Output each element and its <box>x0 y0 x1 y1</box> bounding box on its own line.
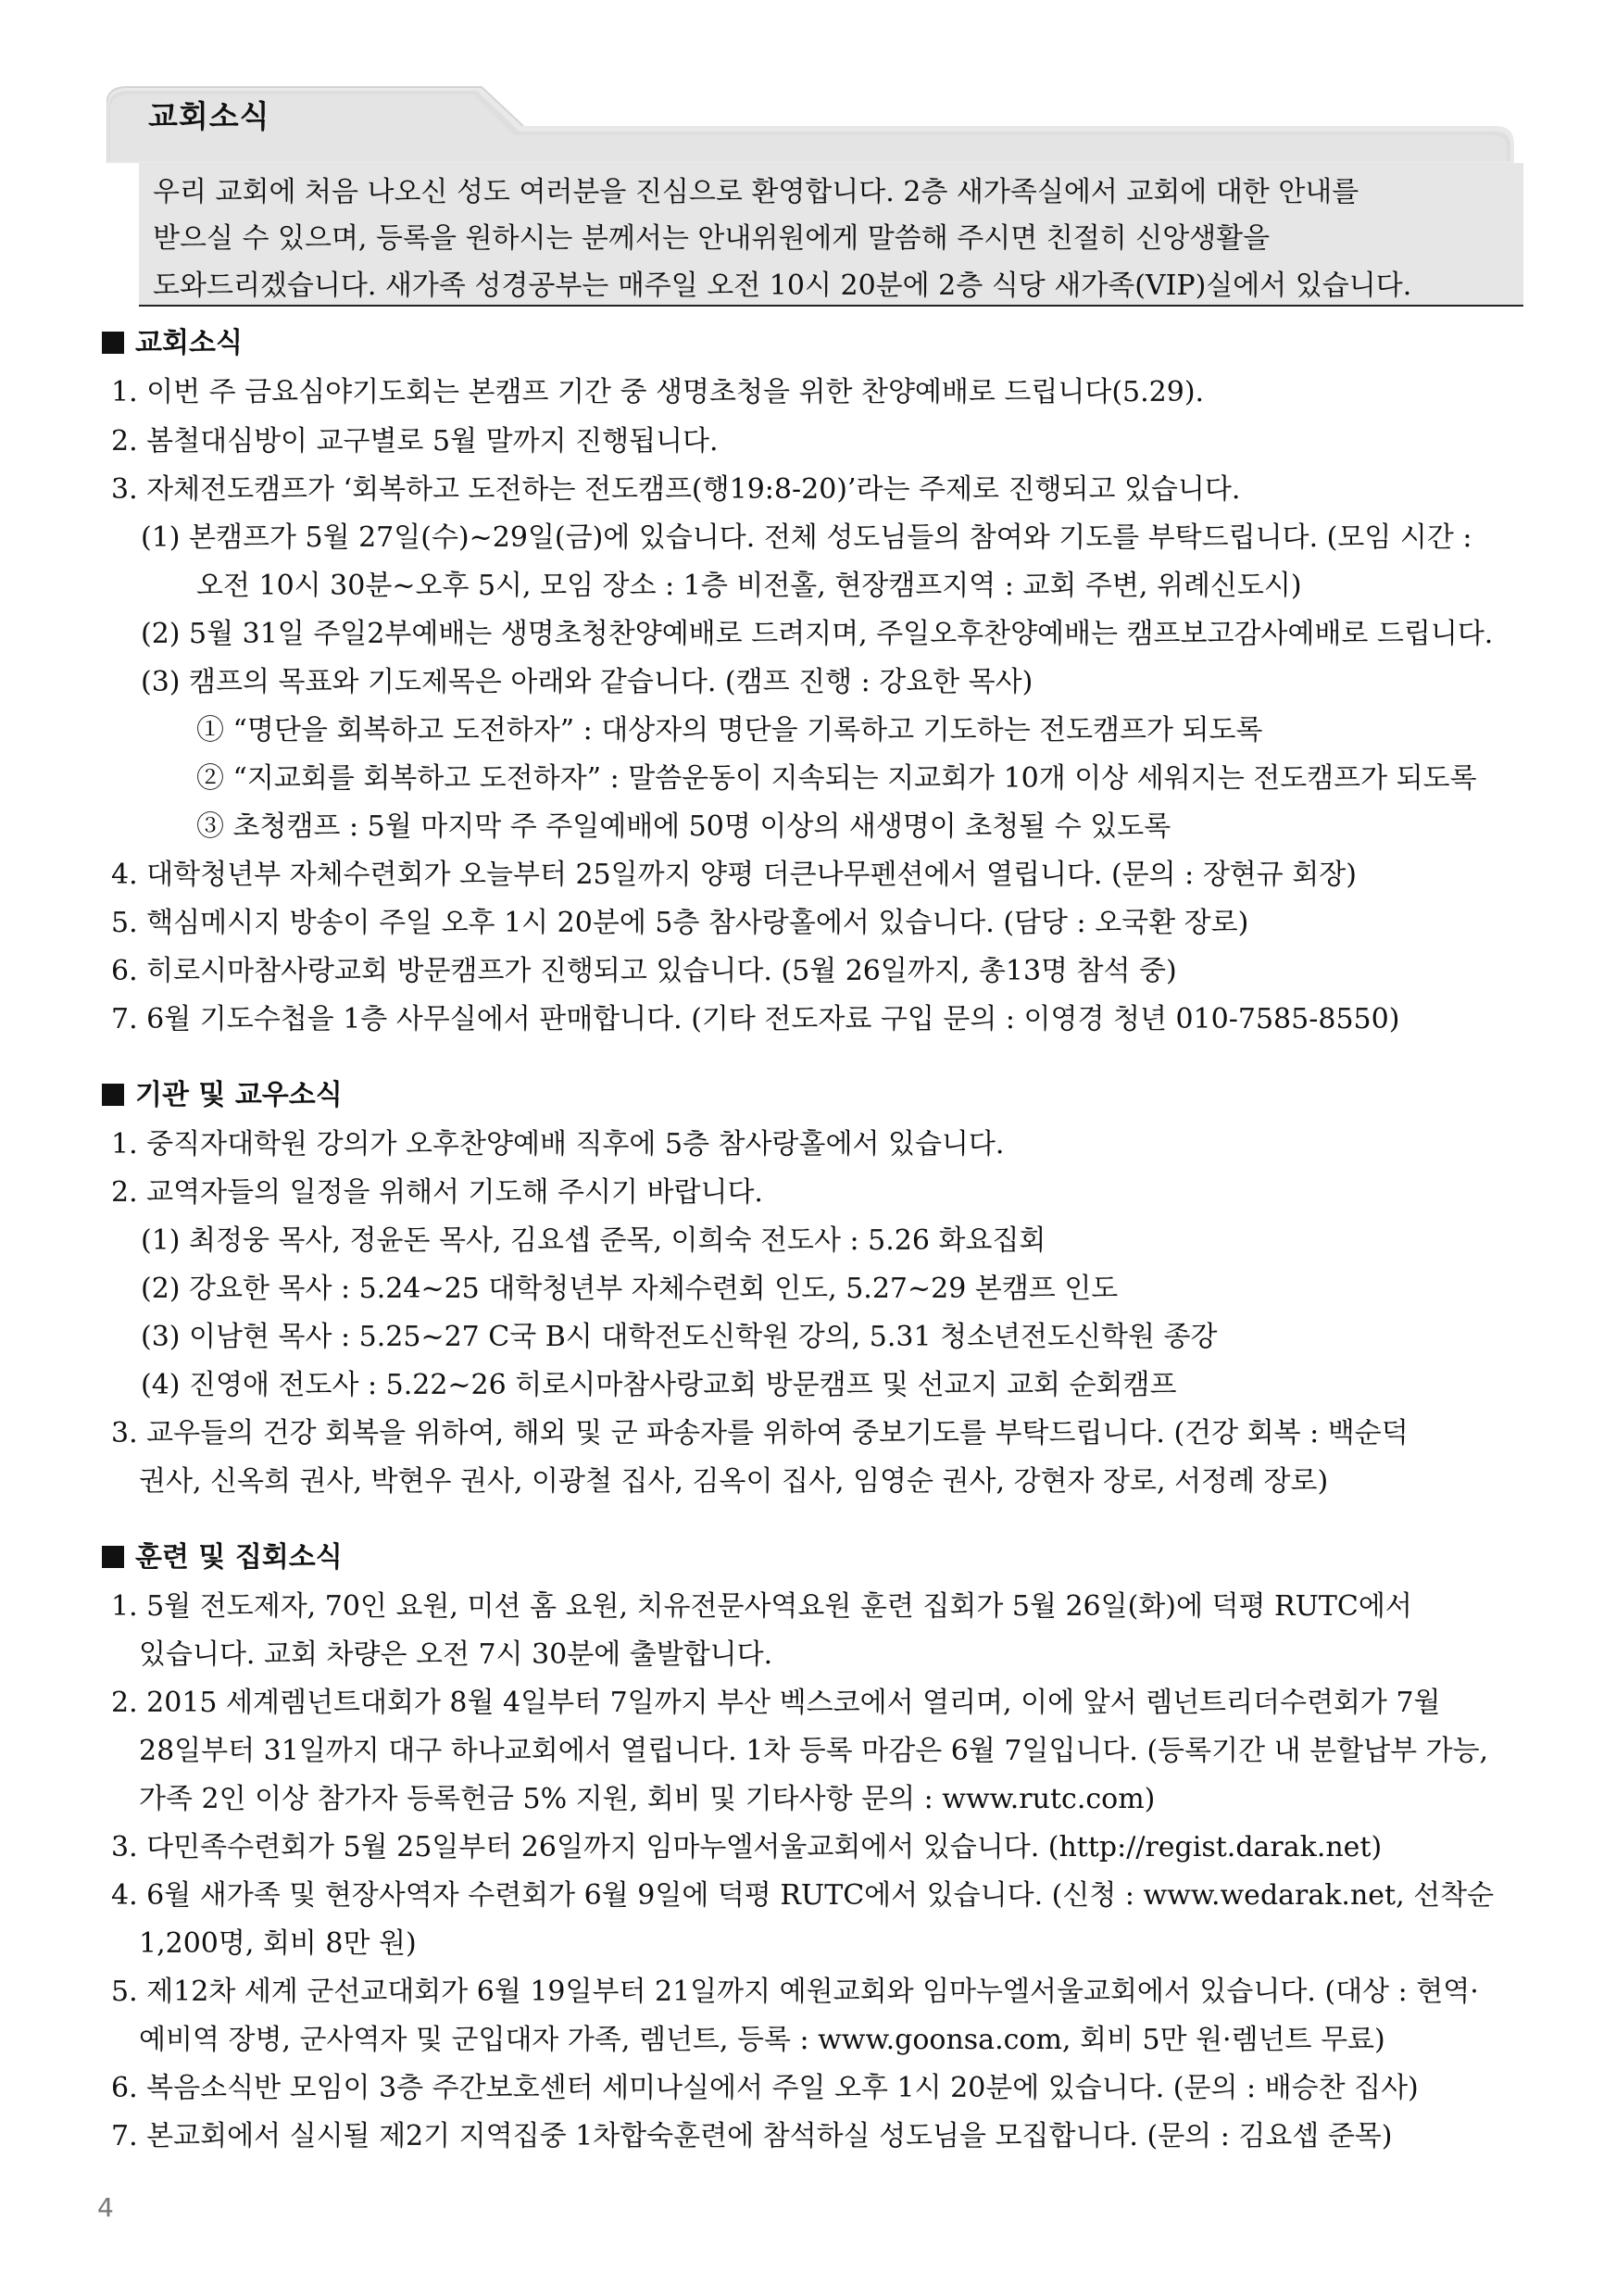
news-item: 6. 히로시마참사랑교회 방문캠프가 진행되고 있습니다. (5월 26일까지, 총13명 참석 중) <box>111 955 1177 987</box>
news-subitem: (1) 본캠프가 5월 27일(수)~29일(금)에 있습니다. 전체 성도님들의 참여와 기도를 부탁드립니다. (모임 시간 : <box>141 521 1472 554</box>
section-heading-label: 훈련 및 집회소식 <box>135 1541 343 1574</box>
news-item-continued: 예비역 장병, 군사역자 및 군입대자 가족, 렘넌트, 등록 : www.goonsa.com, 회비 5만 원·렘넌트 무료) <box>139 2024 1385 2056</box>
news-item-continued: 가족 2인 이상 참가자 등록헌금 5% 지원, 회비 및 기타사항 문의 : www.rutc.com) <box>139 1783 1156 1815</box>
news-item: 6. 복음소식반 모임이 3층 주간보호센터 세미나실에서 주일 오후 1시 20분에 있습니다. (문의 : 배승찬 집사) <box>111 2072 1419 2104</box>
news-item: 4. 6월 새가족 및 현장사역자 수련회가 6월 9일에 덕평 RUTC에서 있습니다. (신청 : www.wedarak.net, 선착순 <box>111 1879 1495 1912</box>
news-subsubitem: ① “명단을 회복하고 도전하자” : 대상자의 명단을 기록하고 기도하는 전도캠프가 되도록 <box>196 714 1263 747</box>
news-subsubitem: ② “지교회를 회복하고 도전하자” : 말씀운동이 지속되는 지교회가 10개 이상 세워지는 전도캠프가 되도록 <box>196 762 1477 795</box>
section-heading-church-news <box>102 320 243 360</box>
news-item: 1. 5월 전도제자, 70인 요원, 미션 홈 요원, 치유전문사역요원 훈련 집회가 5월 26일(화)에 덕평 RUTC에서 <box>111 1590 1412 1623</box>
news-item: 7. 6월 기도수첩을 1층 사무실에서 판매합니다. (기타 전도자료 구입 문의 : 이영경 청년 010-7585-8550) <box>111 1003 1400 1035</box>
news-item: 7. 본교회에서 실시될 제2기 지역집중 1차합숙훈련에 참석하실 성도님을 모집합니다. (문의 : 김요셉 준목) <box>111 2120 1393 2152</box>
news-item: 2. 2015 세계렘넌트대회가 8월 4일부터 7일까지 부산 벡스코에서 열리며, 이에 앞서 렘넌트리더수련회가 7월 <box>111 1687 1441 1719</box>
news-item: 2. 교역자들의 일정을 위해서 기도해 주시기 바랍니다. <box>111 1176 763 1209</box>
news-item-continued: 권사, 신옥희 권사, 박현우 권사, 이광철 집사, 김옥이 집사, 임영순 권사, 강현자 장로, 서정례 장로) <box>139 1465 1329 1498</box>
news-subitem-continued: 오전 10시 30분~오후 5시, 모임 장소 : 1층 비전홀, 현장캠프지역 : 교회 주변, 위례신도시) <box>196 570 1302 602</box>
news-item: 3. 다민족수련회가 5월 25일부터 26일까지 임마누엘서울교회에서 있습니다. (http://regist.darak.net) <box>111 1831 1383 1863</box>
section-heading-training-news <box>102 1534 343 1575</box>
news-item: 1. 중직자대학원 강의가 오후찬양예배 직후에 5층 참사랑홀에서 있습니다. <box>111 1128 1005 1161</box>
news-subitem: (3) 이남현 목사 : 5.25~27 C국 B시 대학전도신학원 강의, 5.31 청소년전도신학원 종강 <box>141 1321 1218 1353</box>
news-subsubitem: ③ 초청캠프 : 5월 마지막 주 주일예배에 50명 이상의 새생명이 초청될 수 있도록 <box>196 810 1171 843</box>
section-header-tab <box>106 83 1514 163</box>
header-tab-shape <box>106 83 1514 163</box>
news-subitem: (2) 5월 31일 주일2부예배는 생명초청찬양예배로 드려지며, 주일오후찬양예배는 캠프보고감사예배로 드립니다. <box>141 618 1494 650</box>
news-item: 1. 이번 주 금요심야기도회는 본캠프 기간 중 생명초청을 위한 찬양예배로 드립니다(5.29). <box>111 376 1205 408</box>
news-subitem: (3) 캠프의 목표와 기도제목은 아래와 같습니다. (캠프 진행 : 강요한 목사) <box>141 666 1033 698</box>
section-heading-members-news <box>102 1072 343 1112</box>
page-title: 교회소식 <box>148 98 270 134</box>
square-bullet-icon <box>102 332 124 354</box>
welcome-text-line: 도와드리겠습니다. 새가족 성경공부는 매주일 오전 10시 20분에 2층 식당 새가족(VIP)실에서 있습니다. <box>153 270 1412 302</box>
news-item-continued: 1,200명, 회비 8만 원) <box>139 1927 417 1960</box>
news-item: 5. 핵심메시지 방송이 주일 오후 1시 20분에 5층 참사랑홀에서 있습니다. (담당 : 오국환 장로) <box>111 907 1249 939</box>
news-item: 5. 제12차 세계 군선교대회가 6월 19일부터 21일까지 예원교회와 임마누엘서울교회에서 있습니다. (대상 : 현역· <box>111 1976 1479 2008</box>
news-subitem: (2) 강요한 목사 : 5.24~25 대학청년부 자체수련회 인도, 5.27~29 본캠프 인도 <box>141 1273 1119 1305</box>
news-item-continued: 있습니다. 교회 차량은 오전 7시 30분에 출발합니다. <box>139 1638 773 1671</box>
section-heading-label: 교회소식 <box>135 327 243 359</box>
welcome-text-line: 우리 교회에 처음 나오신 성도 여러분을 진심으로 환영합니다. 2층 새가족실에서 교회에 대한 안내를 <box>153 176 1359 208</box>
news-item: 4. 대학청년부 자체수련회가 오늘부터 25일까지 양평 더큰나무펜션에서 열립니다. (문의 : 장현규 회장) <box>111 859 1357 891</box>
news-subitem: (4) 진영애 전도사 : 5.22~26 히로시마참사랑교회 방문캠프 및 선교지 교회 순회캠프 <box>141 1369 1177 1401</box>
news-item: 2. 봄철대심방이 교구별로 5월 말까지 진행됩니다. <box>111 425 719 458</box>
section-heading-label: 기관 및 교우소식 <box>135 1079 343 1111</box>
welcome-text-line: 받으실 수 있으며, 등록을 원하시는 분께서는 안내위원에게 말씀해 주시면 친절히 신앙생활을 <box>153 222 1271 255</box>
page-number: 4 <box>97 2192 114 2223</box>
square-bullet-icon <box>102 1546 124 1568</box>
square-bullet-icon <box>102 1084 124 1106</box>
news-item: 3. 교우들의 건강 회복을 위하여, 해외 및 군 파송자를 위하여 중보기도를 부탁드립니다. (건강 회복 : 백순덕 <box>111 1417 1409 1449</box>
news-item-continued: 28일부터 31일까지 대구 하나교회에서 열립니다. 1차 등록 마감은 6월 7일입니다. (등록기간 내 분할납부 가능, <box>139 1735 1489 1767</box>
news-subitem: (1) 최정웅 목사, 정윤돈 목사, 김요셉 준목, 이희숙 전도사 : 5.26 화요집회 <box>141 1224 1046 1257</box>
news-item: 3. 자체전도캠프가 ‘회복하고 도전하는 전도캠프(행19:8-20)’라는 주제로 진행되고 있습니다. <box>111 473 1241 506</box>
